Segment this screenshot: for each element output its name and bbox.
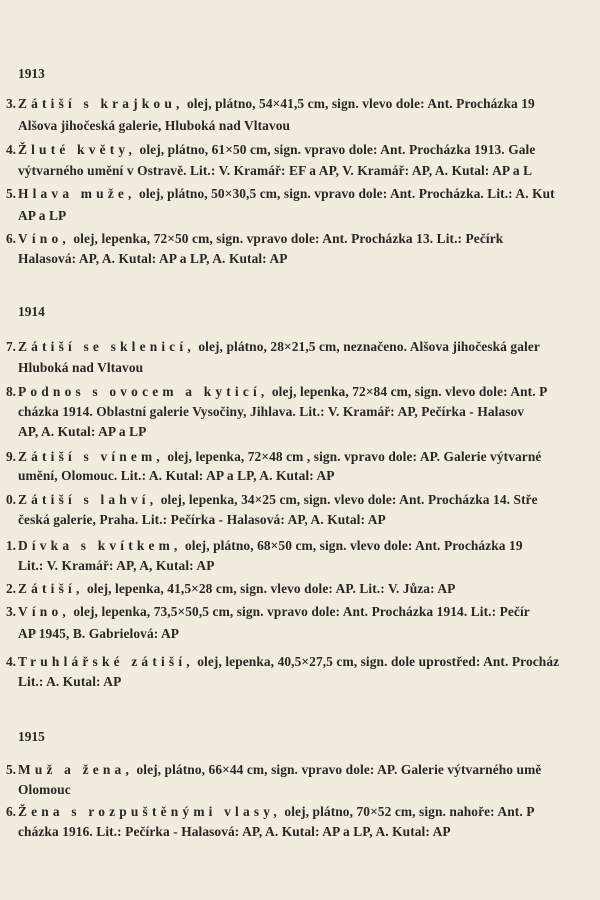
artwork-title: Muž a žena, <box>18 762 133 777</box>
entry-number: 9. <box>5 449 16 464</box>
entry-details: olej, plátno, 68×50 cm, sign. vlevo dole: Ant. Procházka 19 <box>181 538 523 553</box>
entry-number: 6. <box>5 231 16 246</box>
entry-line <box>18 762 541 778</box>
entry-line <box>18 339 540 355</box>
entry-number: 6. <box>5 804 16 819</box>
entry-line <box>18 384 547 400</box>
entry-line <box>18 804 535 820</box>
entry-line <box>18 231 503 247</box>
entry-line: AP, A. Kutal: AP a LP <box>18 424 147 439</box>
year-heading: 1915 <box>18 729 45 744</box>
entry-line: Hluboká nad Vltavou <box>18 360 144 375</box>
entry-number: 8. <box>5 384 16 399</box>
entry-line <box>18 492 538 508</box>
entry-details: olej, lepenka, 34×25 cm, sign. vlevo dole: Ant. Procházka 14. Stře <box>157 492 538 507</box>
entry-line: cházka 1916. Lit.: Pečírka - Halasová: AP, A. Kutal: AP a LP, A. Kutal: AP <box>18 824 451 839</box>
entry-line: AP a LP <box>18 208 67 223</box>
entry-number: 1. <box>5 538 16 553</box>
entry-number: 4. <box>5 142 16 157</box>
entry-number: 7. <box>5 339 16 354</box>
year-heading: 1913 <box>18 66 45 81</box>
entry-number: 5. <box>5 186 16 201</box>
entry-line: Alšova jihočeská galerie, Hluboká nad Vltavou <box>18 118 291 133</box>
entry-line <box>18 581 455 597</box>
entry-number: 5. <box>5 762 16 777</box>
artwork-title: Truhlářské zátiší, <box>18 654 194 669</box>
year-heading: 1914 <box>18 304 45 319</box>
artwork-title: Víno, <box>18 231 70 246</box>
entry-line: výtvarného umění v Ostravě. Lit.: V. Kramář: EF a AP, V. Kramář: AP, A. Kutal: AP a L <box>18 163 533 178</box>
entry-line <box>18 142 535 158</box>
entry-line: Olomouc <box>18 782 71 797</box>
entry-details: olej, lepenka, 73,5×50,5 cm, sign. vpravo dole: Ant. Procházka 1914. Lit.: Pečír <box>69 604 530 619</box>
entry-line <box>18 604 530 620</box>
artwork-title: Zátiší s vínem, <box>18 449 164 464</box>
entry-line: Lit.: V. Kramář: AP, A, Kutal: AP <box>18 558 215 573</box>
entry-details: olej, plátno, 61×50 cm, sign. vpravo dole: Ant. Procházka 1913. Gale <box>136 142 536 157</box>
entry-line: česká galerie, Praha. Lit.: Pečírka - Halasová: AP, A. Kutal: AP <box>18 512 386 527</box>
entry-details: olej, lepenka, 72×50 cm, sign. vpravo dole: Ant. Procházka 13. Lit.: Pečírk <box>69 231 504 246</box>
entry-details: olej, plátno, 54×41,5 cm, sign. vlevo dole: Ant. Procházka 19 <box>183 96 535 111</box>
artwork-title: Zátiší se sklenicí, <box>18 339 195 354</box>
entry-details: olej, lepenka, 72×48 cm , sign. vpravo dole: AP. Galerie výtvarné <box>163 449 542 464</box>
artwork-title: Zátiší s krajkou, <box>18 96 184 111</box>
entry-line: umění, Olomouc. Lit.: A. Kutal: AP a LP, A. Kutal: AP <box>18 468 335 483</box>
artwork-title: Hlava muže, <box>18 186 136 201</box>
entry-number: 4. <box>5 654 16 669</box>
entry-details: olej, lepenka, 72×84 cm, sign. vlevo dole: Ant. P <box>268 384 548 399</box>
entry-line: cházka 1914. Oblastní galerie Vysočiny, Jihlava. Lit.: V. Kramář: AP, Pečírka - Halasov <box>18 404 525 419</box>
entry-details: olej, plátno, 66×44 cm, sign. vpravo dole: AP. Galerie výtvarného umě <box>133 762 542 777</box>
entry-number: 3. <box>5 96 16 111</box>
artwork-title: Dívka s kvítkem, <box>18 538 182 553</box>
artwork-title: Zátiší s lahví, <box>18 492 158 507</box>
entry-number: 2. <box>5 581 16 596</box>
entry-line <box>18 538 523 554</box>
entry-details: olej, plátno, 50×30,5 cm, sign. vpravo dole: Ant. Procházka. Lit.: A. Kut <box>135 186 555 201</box>
artwork-title: Podnos s ovocem a kyticí, <box>18 384 269 399</box>
entry-line <box>18 186 555 202</box>
artwork-title: Zátiší, <box>18 581 84 596</box>
entry-details: olej, plátno, 28×21,5 cm, neznačeno. Alšova jihočeská galer <box>194 339 540 354</box>
artwork-title: Žluté květy, <box>18 142 137 157</box>
entry-details: olej, lepenka, 41,5×28 cm, sign. vlevo dole: AP. Lit.: V. Jůza: AP <box>83 581 456 596</box>
entry-line <box>18 96 535 112</box>
entry-line: AP 1945, B. Gabrielová: AP <box>18 626 180 641</box>
artwork-title: Žena s rozpuštěnými vlasy, <box>18 804 281 819</box>
entry-details: olej, lepenka, 40,5×27,5 cm, sign. dole uprostřed: Ant. Procház <box>193 654 560 669</box>
entry-line: Halasová: AP, A. Kutal: AP a LP, A. Kutal: AP <box>18 251 288 266</box>
entry-line <box>18 654 559 670</box>
artwork-title: Víno, <box>18 604 70 619</box>
entry-line: Lit.: A. Kutal: AP <box>18 674 122 689</box>
entry-number: 3. <box>5 604 16 619</box>
entry-line <box>18 449 541 465</box>
entry-details: olej, plátno, 70×52 cm, sign. nahoře: Ant. P <box>280 804 535 819</box>
entry-number: 0. <box>5 492 16 507</box>
